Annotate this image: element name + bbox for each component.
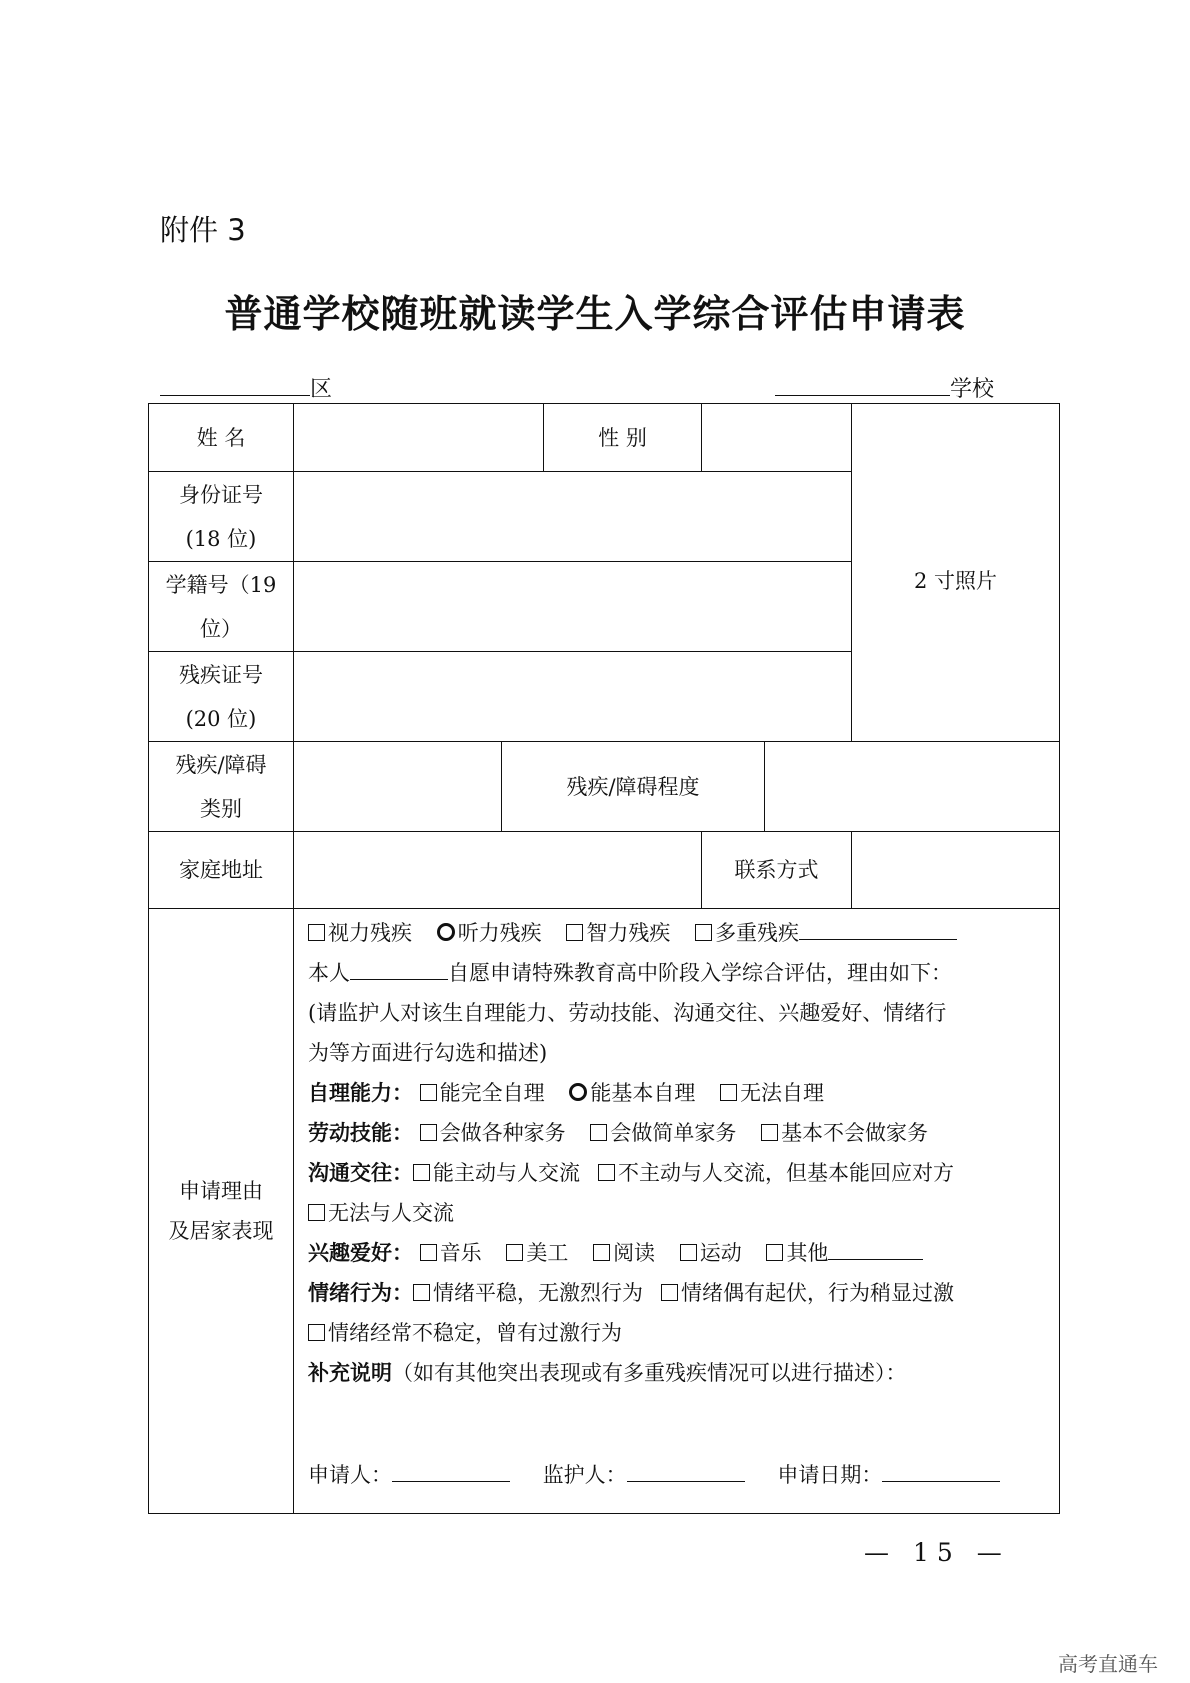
checkbox-icon — [506, 1244, 523, 1261]
photo-area[interactable] — [852, 404, 1060, 742]
self-care-label: 自理能力： — [308, 1081, 413, 1105]
contact-value[interactable] — [852, 832, 1060, 909]
gender-label: 性 别 — [544, 404, 702, 472]
category-line2: 类别 — [200, 796, 242, 821]
self-name-blank[interactable] — [350, 955, 448, 980]
student-no-line1: 学籍号（19 — [165, 572, 277, 597]
date-label: 申请日期： — [777, 1463, 883, 1487]
self-care-option-basic[interactable]: 能基本自理 — [569, 1081, 695, 1105]
interests-label: 兴趣爱好： — [308, 1241, 413, 1265]
multiple-blank[interactable] — [799, 915, 957, 940]
gender-value[interactable] — [702, 404, 852, 472]
checkbox-icon — [308, 1324, 325, 1341]
communication-option-passive[interactable]: 不主动与人交流，但基本能回应对方 — [598, 1161, 954, 1185]
self-care-option-full[interactable]: 能完全自理 — [420, 1081, 545, 1105]
id-label-line1: 身份证号 — [179, 482, 263, 507]
option-visual[interactable]: 视力残疾 — [308, 921, 412, 945]
communication-option-none[interactable]: 无法与人交流 — [308, 1201, 454, 1225]
checkbox-icon — [766, 1244, 783, 1261]
emotion-option-fluctuating[interactable]: 情绪偶有起伏，行为稍显过激 — [661, 1281, 954, 1305]
checkbox-icon — [420, 1244, 437, 1261]
interest-option-other[interactable]: 其他 — [766, 1241, 828, 1265]
checkbox-icon — [593, 1244, 610, 1261]
id-number-value[interactable] — [294, 472, 852, 562]
communication-label: 沟通交往： — [308, 1161, 413, 1185]
id-label-line2: (18 位) — [185, 526, 257, 551]
option-intellectual[interactable]: 智力残疾 — [566, 921, 670, 945]
supplement-text: （如有其他突出表现或有多重残疾情况可以进行描述）： — [392, 1361, 907, 1385]
labor-row — [308, 1113, 1049, 1153]
signature-row — [308, 1455, 1049, 1495]
id-number-label — [149, 472, 294, 562]
interests-row — [308, 1233, 1049, 1273]
applicant-blank[interactable] — [392, 1457, 510, 1482]
checkbox-icon — [598, 1164, 615, 1181]
selected-radio-icon — [437, 923, 455, 941]
interest-option-music[interactable]: 音乐 — [420, 1241, 482, 1265]
guardian-blank[interactable] — [627, 1457, 745, 1482]
disability-cert-value[interactable] — [294, 652, 852, 742]
labor-label: 劳动技能： — [308, 1121, 413, 1145]
school-field — [775, 372, 994, 403]
guardian-label: 监护人： — [542, 1463, 627, 1487]
applicant-label: 申请人： — [308, 1463, 392, 1487]
district-field — [160, 372, 332, 403]
disability-degree-value[interactable] — [765, 742, 1060, 832]
student-number-label — [149, 562, 294, 652]
attachment-label: 附件 3 — [160, 213, 246, 247]
application-form-table — [148, 403, 1060, 1514]
school-blank[interactable] — [775, 373, 950, 396]
supplement-label: 补充说明 — [308, 1361, 392, 1385]
labor-option-all[interactable]: 会做各种家务 — [420, 1121, 566, 1145]
checkbox-icon — [308, 1204, 325, 1221]
interest-option-art[interactable]: 美工 — [506, 1241, 568, 1265]
self-prefix: 本人 — [308, 961, 350, 985]
address-label: 家庭地址 — [149, 832, 294, 909]
disability-category-label — [149, 742, 294, 832]
instruction-line-1: (请监护人对该生自理能力、劳动技能、沟通交往、兴趣爱好、情绪行 — [308, 1001, 947, 1025]
student-no-line2: 位） — [200, 616, 242, 641]
reason-label — [149, 909, 294, 1514]
checkbox-icon — [695, 924, 712, 941]
checkbox-icon — [420, 1084, 437, 1101]
name-label: 姓 名 — [149, 404, 294, 472]
checkbox-icon — [413, 1164, 430, 1181]
option-multiple[interactable]: 多重残疾 — [695, 921, 799, 945]
emotion-row-2 — [308, 1313, 1049, 1353]
checkbox-icon — [308, 924, 325, 941]
emotion-label: 情绪行为： — [308, 1281, 413, 1305]
communication-row-2 — [308, 1193, 1049, 1233]
form-title: 普通学校随班就读学生入学综合评估申请表 — [224, 292, 966, 336]
emotion-option-stable[interactable]: 情绪平稳，无激烈行为 — [413, 1281, 643, 1305]
address-value[interactable] — [294, 832, 702, 909]
watermark: 高考直通车 — [1058, 1652, 1158, 1676]
reason-line1: 申请理由 — [179, 1179, 263, 1203]
self-statement — [308, 953, 1049, 993]
reason-content — [294, 909, 1060, 1514]
option-hearing[interactable]: 听力残疾 — [437, 921, 542, 945]
checkbox-icon — [566, 924, 583, 941]
checkbox-icon — [761, 1124, 778, 1141]
other-interest-blank[interactable] — [828, 1235, 923, 1260]
labor-option-none[interactable]: 基本不会做家务 — [761, 1121, 928, 1145]
school-suffix: 学校 — [950, 377, 995, 402]
checkbox-icon — [661, 1284, 678, 1301]
photo-label: 2 寸照片 — [913, 569, 998, 593]
selected-radio-icon — [569, 1083, 587, 1101]
self-care-row — [308, 1073, 1049, 1113]
emotion-row — [308, 1273, 1049, 1313]
checkbox-icon — [413, 1284, 430, 1301]
checkbox-icon — [680, 1244, 697, 1261]
checkbox-icon — [720, 1084, 737, 1101]
communication-option-active[interactable]: 能主动与人交流 — [413, 1161, 580, 1185]
date-blank[interactable] — [882, 1457, 1000, 1482]
contact-label: 联系方式 — [702, 832, 852, 909]
checkbox-icon — [420, 1124, 437, 1141]
name-value[interactable] — [294, 404, 544, 472]
cert-line1: 残疾证号 — [179, 662, 263, 687]
checkbox-icon — [590, 1124, 607, 1141]
disability-degree-label: 残疾/障碍程度 — [502, 742, 765, 832]
supplement-row — [308, 1353, 1049, 1393]
instruction-line-2: 为等方面进行勾选和描述) — [308, 1041, 548, 1065]
disability-category-value[interactable] — [294, 742, 502, 832]
cert-line2: (20 位) — [185, 706, 257, 731]
labor-option-simple[interactable]: 会做简单家务 — [590, 1121, 736, 1145]
district-blank[interactable] — [160, 373, 310, 396]
district-suffix: 区 — [310, 377, 333, 402]
self-text: 自愿申请特殊教育高中阶段入学综合评估，理由如下： — [448, 961, 952, 985]
student-number-value[interactable] — [294, 562, 852, 652]
disability-type-row — [308, 913, 1049, 953]
reason-line2: 及居家表现 — [168, 1219, 274, 1243]
interest-option-sports[interactable]: 运动 — [680, 1241, 742, 1265]
self-care-option-none[interactable]: 无法自理 — [720, 1081, 824, 1105]
communication-row — [308, 1153, 1049, 1193]
emotion-option-unstable[interactable]: 情绪经常不稳定，曾有过激行为 — [308, 1321, 622, 1345]
page-number: — 15 — — [864, 1538, 1010, 1567]
category-line1: 残疾/障碍 — [175, 752, 267, 777]
interest-option-reading[interactable]: 阅读 — [593, 1241, 655, 1265]
disability-cert-label — [149, 652, 294, 742]
